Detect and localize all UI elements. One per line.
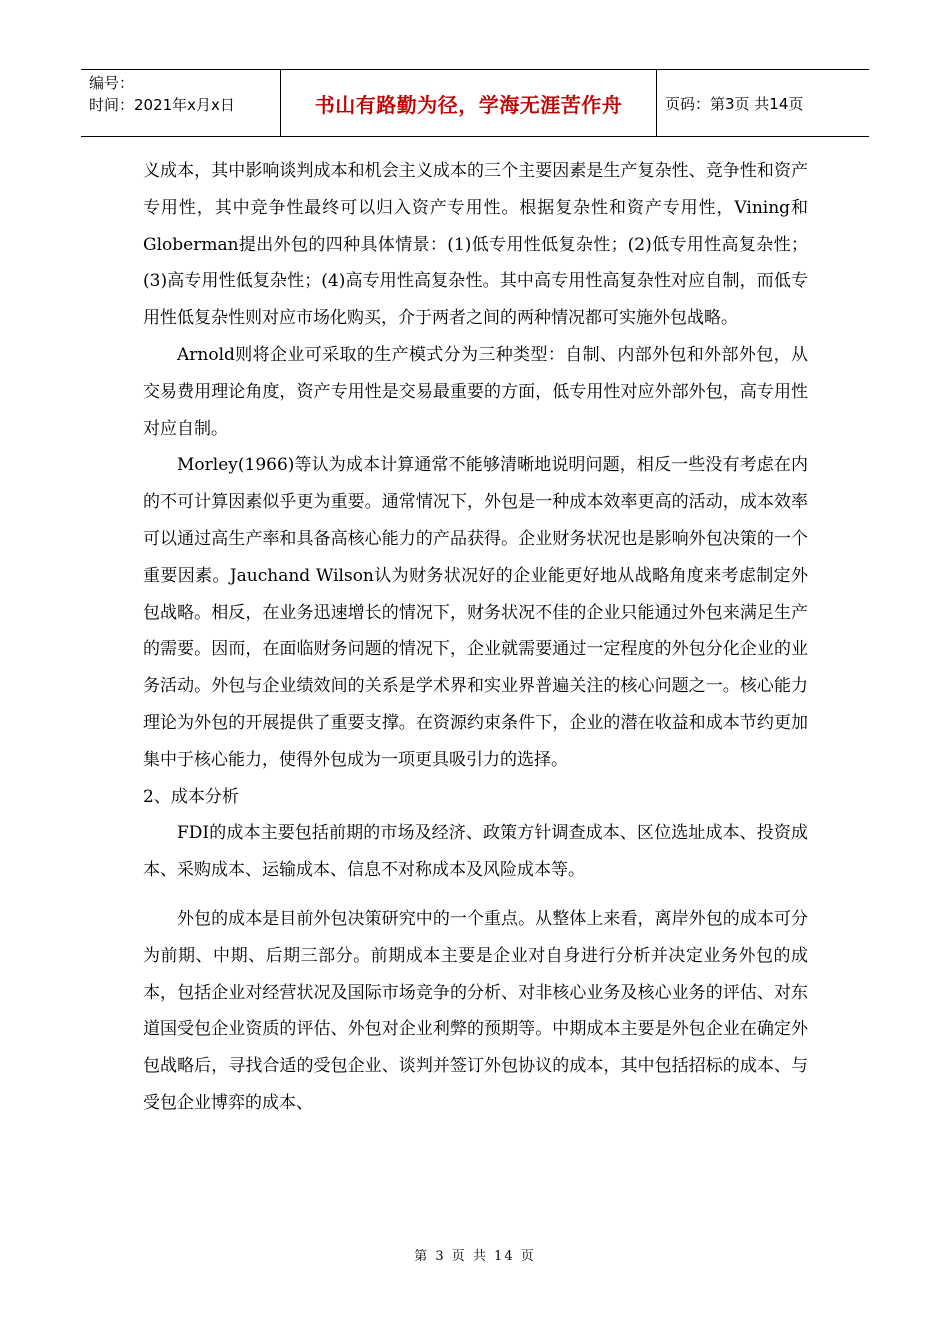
paragraph: Arnold则将企业可采取的生产模式分为三种类型：自制、内部外包和外部外包，从交易费用理论角度，资产专用性是交易最重要的方面，低专用性对应外部外包，高专用性对应自制。 [143, 344, 808, 439]
paragraph: 外包的成本是目前外包决策研究中的一个重点。从整体上来看，离岸外包的成本可分为前期、中期、后期三部分。前期成本主要是企业对自身进行分析并决定业务外包的成本，包括企业对经营状况及国际市场竞争的分析、对非核心业务及核心业务的评估、对东道国受包企业资质的评估、外包对企业利弊的预期等。中期成本主要是外包企业在确定外包战略后，寻找合适的受包企业、谈判并签订外包协议的成本，其中包括招标的成本、与受包企业博弈的成本、 [143, 908, 808, 1113]
document-number-label: 编号： [89, 74, 135, 92]
page-footer: 第 3 页 共 14 页 [414, 1249, 536, 1264]
document-time-label: 时间：2021年x月x日 [89, 96, 235, 114]
document-body [143, 153, 808, 1122]
paragraph: FDI的成本主要包括前期的市场及经济、政策方针调查成本、区位选址成本、投资成本、采购成本、运输成本、信息不对称成本及风险成本等。 [143, 823, 808, 881]
page-header [81, 69, 869, 137]
header-motto: 书山有路勤为径，学海无涯苦作舟 [281, 70, 657, 136]
header-left [81, 70, 281, 136]
paragraph: Morley(1966)等认为成本计算通常不能够清晰地说明问题，相反一些没有考虑在内的不可计算因素似乎更为重要。通常情况下，外包是一种成本效率更高的活动，成本效率可以通过高生产率和具备高核心能力的产品获得。企业财务状况也是影响外包决策的一个重要因素。Jauchand Wilson认为财务状况好的企业能更好地从战略角度来考虑制定外包战略。相反，在业务迅速增长的情况下，财务状况不佳的企业只能通过外包来满足生产的需要。因而，在面临财务问题的情况下，企业就需要通过一定程度的外包分化企业的业务活动。外包与企业绩效间的关系是学术界和实业界普遍关注的核心问题之一。核心能力理论为外包的开展提供了重要支撑。在资源约束条件下，企业的潜在收益和成本节约更加集中于核心能力，使得外包成为一项更具吸引力的选择。 [143, 455, 808, 770]
paragraph: 义成本，其中影响谈判成本和机会主义成本的三个主要因素是生产复杂性、竞争性和资产专用性，其中竞争性最终可以归入资产专用性。根据复杂性和资产专用性，Vining和Globerman提出外包的四种具体情景：(1)低专用性低复杂性；(2)低专用性高复杂性；(3)高专用性低复杂性；(4)高专用性高复杂性。其中高专用性高复杂性对应自制，而低专用性低复杂性则对应市场化购买，介于两者之间的两种情况都可实施外包战略。 [143, 161, 808, 329]
header-page-info: 页码：第3页 共14页 [665, 94, 804, 113]
section-heading: 2、成本分析 [143, 786, 239, 807]
